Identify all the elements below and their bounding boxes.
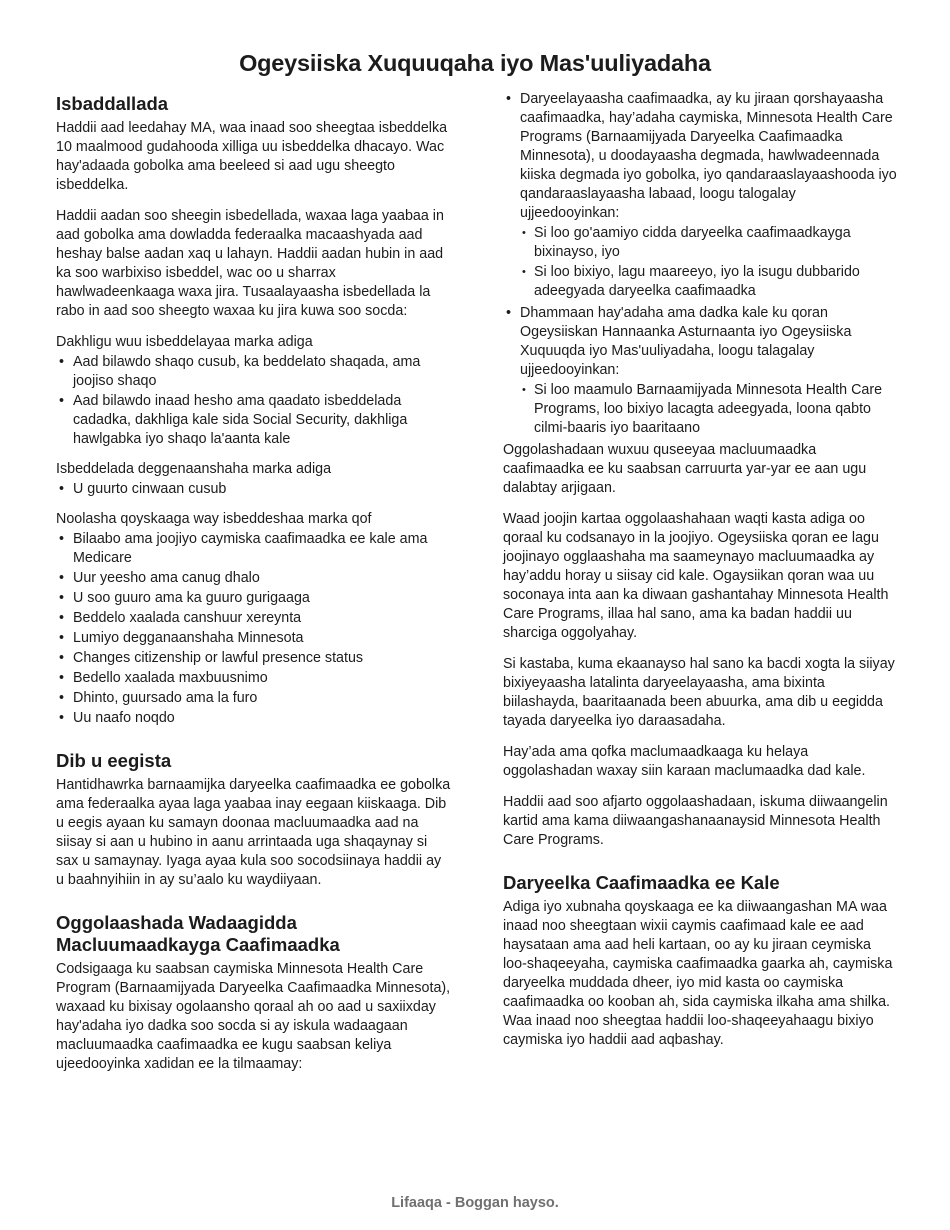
bullet-list <box>56 480 451 499</box>
sub-bullet-list <box>520 381 898 438</box>
list-item <box>503 304 898 438</box>
page-footer: Lifaaqa - Boggan hayso. <box>391 1195 559 1211</box>
heading-dib-u-eegista: Dib u eegista <box>56 750 172 771</box>
bullet-list <box>56 530 451 728</box>
list-item <box>503 90 898 301</box>
list-item: • Bilaabo ama joojiyo caymiska caafimaadka ee kale ama Medicare <box>56 530 451 568</box>
paragraph: Haddii aad leedahay MA, waa inaad soo sheegtaa isbeddelka 10 maalmood gudahooda xilliga uu isbeddelka dhacayo. Wac hay'adaada gobolka ama beeleed si aad ugu sheegto isbeddelka. <box>56 120 448 193</box>
paragraph: Haddii aadan soo sheegin isbedellada, waxaa laga yaabaa in aad gobolka ama dowladda federaalka macaashyada aad heshay balse aadan xaq u lahayn. Haddii aadan hubin in aad ka soo warbixiso isbeddel, wac oo u sharrax hawlwadeenkaaga waxa jira. Tusaalayaasha isbedellada la rabo in aad soo sheegto waxaa ku jira kuwa soo socda: <box>56 208 444 319</box>
list-item-text: Dhammaan hay'adaha ama dadka kale ku qoran Ogeysiiskan Hannaanka Asturnaanta iyo Ogeysiiska Xuquuqda iyo Mas'uuliyadaha, loogu talagalay ujjeedooyinkan: <box>520 305 852 378</box>
sub-list-item: • Si loo bixiyo, lagu maareeyo, iyo la isugu dubbarido adeegyada daryeelka caafimaadka <box>520 263 898 301</box>
page-title: Ogeysiiska Xuquuqaha iyo Mas'uuliyadaha <box>239 50 711 76</box>
paragraph: Codsigaaga ku saabsan caymiska Minnesota Health Care Program (Barnaamijyada Daryeelka Caafimaadka Minnesota), waxaad ku bixisay ogolaansho qoraal ah oo aad u saxiixday hay'adaha iyo dadka soo socda si ay iskula wadaagaan macluumaadka caafimaadka ee kugu saabsan keliya ujeedooyinka xadidan ee la tilmaamay: <box>56 961 451 1072</box>
list-label: Noolasha qoyskaaga way isbeddeshaa marka qof <box>56 511 372 527</box>
list-item: • Uu naafo noqdo <box>56 709 451 728</box>
list-label: Isbeddelada deggenaanshaha marka adiga <box>56 461 332 477</box>
list-label: Dakhligu wuu isbeddelayaa marka adiga <box>56 334 313 350</box>
left-column <box>56 90 451 1086</box>
paragraph: Hantidhawrka barnaamijka daryeelka caafimaadka ee gobolka ama federaalka ayaa laga yaabaa inay eegaan kiiskaaga. Dib u eegis ayaan ku samayn doonaa macluumaadka aad na siisay si aan u hubino in aanu arrintaada uga shaqaynay si sax u samaynay. Iyaga ayaa kula soo socodsiinaya haddii ay u baahnyihiin in ay su’aalo ku waydiiyaan. <box>56 777 451 888</box>
list-item: • Lumiyo degganaanshaha Minnesota <box>56 629 451 648</box>
list-item: • U guurto cinwaan cusub <box>56 480 451 499</box>
right-column <box>503 90 898 1062</box>
sub-list-item: • Si loo maamulo Barnaamijyada Minnesota Health Care Programs, loo bixiyo lacagta adeegyada, loona qabto cilmi-baaris iyo baaritaano <box>520 381 898 438</box>
bullet-list <box>56 353 451 449</box>
list-item: • Uur yeesho ama canug dhalo <box>56 569 451 588</box>
list-item-text: Daryeelayaasha caafimaadka, ay ku jiraan qorshayaasha caafimaadka, hay’adaha caymiska, Minnesota Health Care Programs (Barnaamijyada Daryeelka Caafimaadka Minnesota), u doodayaasha degmada, hawlwadeennada kiiska degmada iyo gobolka, iyo qandaraaslayaashooda iyo qandaraaslayaasha labaad, loogu talogalay ujjeedooyinkan: <box>520 91 897 221</box>
paragraph: Haddii aad soo afjarto oggolaashadaan, iskuma diiwaangelin kartid ama kama diiwaangashanaanaysid Minnesota Health Care Programs. <box>503 794 888 848</box>
sub-list-item: • Si loo go'aamiyo cidda daryeelka caafimaadkayga bixinayso, iyo <box>520 224 898 262</box>
bullet-list <box>503 90 898 438</box>
list-item: • Aad bilawdo inaad hesho ama qaadato isbeddelada cadadka, dakhliga kale sida Social Security, dakhliga hawlgabka iyo shaqo la'aanta kale <box>56 392 451 449</box>
paragraph: Oggolashadaan wuxuu quseeyaa macluumaadka caafimaadka ee ku saabsan carruurta yar-yar ee aan ugu dalabtay arjigaan. <box>503 442 867 496</box>
list-item: • Bedello xaalada maxbuusnimo <box>56 669 451 688</box>
paragraph: Waad joojin kartaa oggolaashahaan waqti kasta adiga oo qoraal ku codsanayo in la joojiyo. Ogeysiiska qoran ee lagu joojinayo ogglaashaha ma saameynayo macluumaadka ay hay’addu horay u siisay cid kale. Ogaysiikan qoran waa uu soconaya inta aan ka diwaan gashantahay Minnesota Health Care Programs, illaa hal sano, ama ka badan haddii uu sharciga oggolyahay. <box>503 511 889 641</box>
heading-oggolaashada: Oggolaashada Wadaagidda Macluumaadkayga Caafimaadka <box>56 912 340 955</box>
paragraph: Adiga iyo xubnaha qoyskaaga ee ka diiwaangashan MA waa inaad noo sheegtaan wixii caymis caafimaad kale ee aad haysataan ama aad heli kartaan, oo ay ku jiraan ceymiska loo-shaqeeyaha, caymiska caafimaadka gaarka ah, caymiska daryeelka muddada dheer, iyo mid kasta oo caymiska caafimaadka oo kooban ah, sida caymiska ilkaha ama shilka. Waa inaad noo sheegtaa haddii loo-shaqeeyahaagu bixiyo caymiska iyo haddii aad aqbashay. <box>503 899 893 1048</box>
list-item: • Aad bilawdo shaqo cusub, ka beddelato shaqada, ama joojiso shaqo <box>56 353 451 391</box>
paragraph: Si kastaba, kuma ekaanayso hal sano ka bacdi xogta la siiyay bixiyeyaasha latalinta daryeelayaasha, ama bixinta biilashayda, baaritaanada been abuurka, ama dib u eegidda tayada daryeelka iyo daraasadaha. <box>503 656 895 729</box>
list-item: • Changes citizenship or lawful presence status <box>56 649 451 668</box>
heading-isbaddallada: Isbaddallada <box>56 93 169 114</box>
list-item: • Beddelo xaalada canshuur xereynta <box>56 609 451 628</box>
paragraph: Hay’ada ama qofka maclumaadkaaga ku helaya oggolashadan waxay siin karaan maclumaadka dad kale. <box>503 744 866 779</box>
list-item: • U soo guuro ama ka guuro gurigaaga <box>56 589 451 608</box>
sub-bullet-list <box>520 224 898 301</box>
heading-daryeelka-caafimaadka: Daryeelka Caafimaadka ee Kale <box>503 872 780 893</box>
list-item: • Dhinto, guursado ama la furo <box>56 689 451 708</box>
